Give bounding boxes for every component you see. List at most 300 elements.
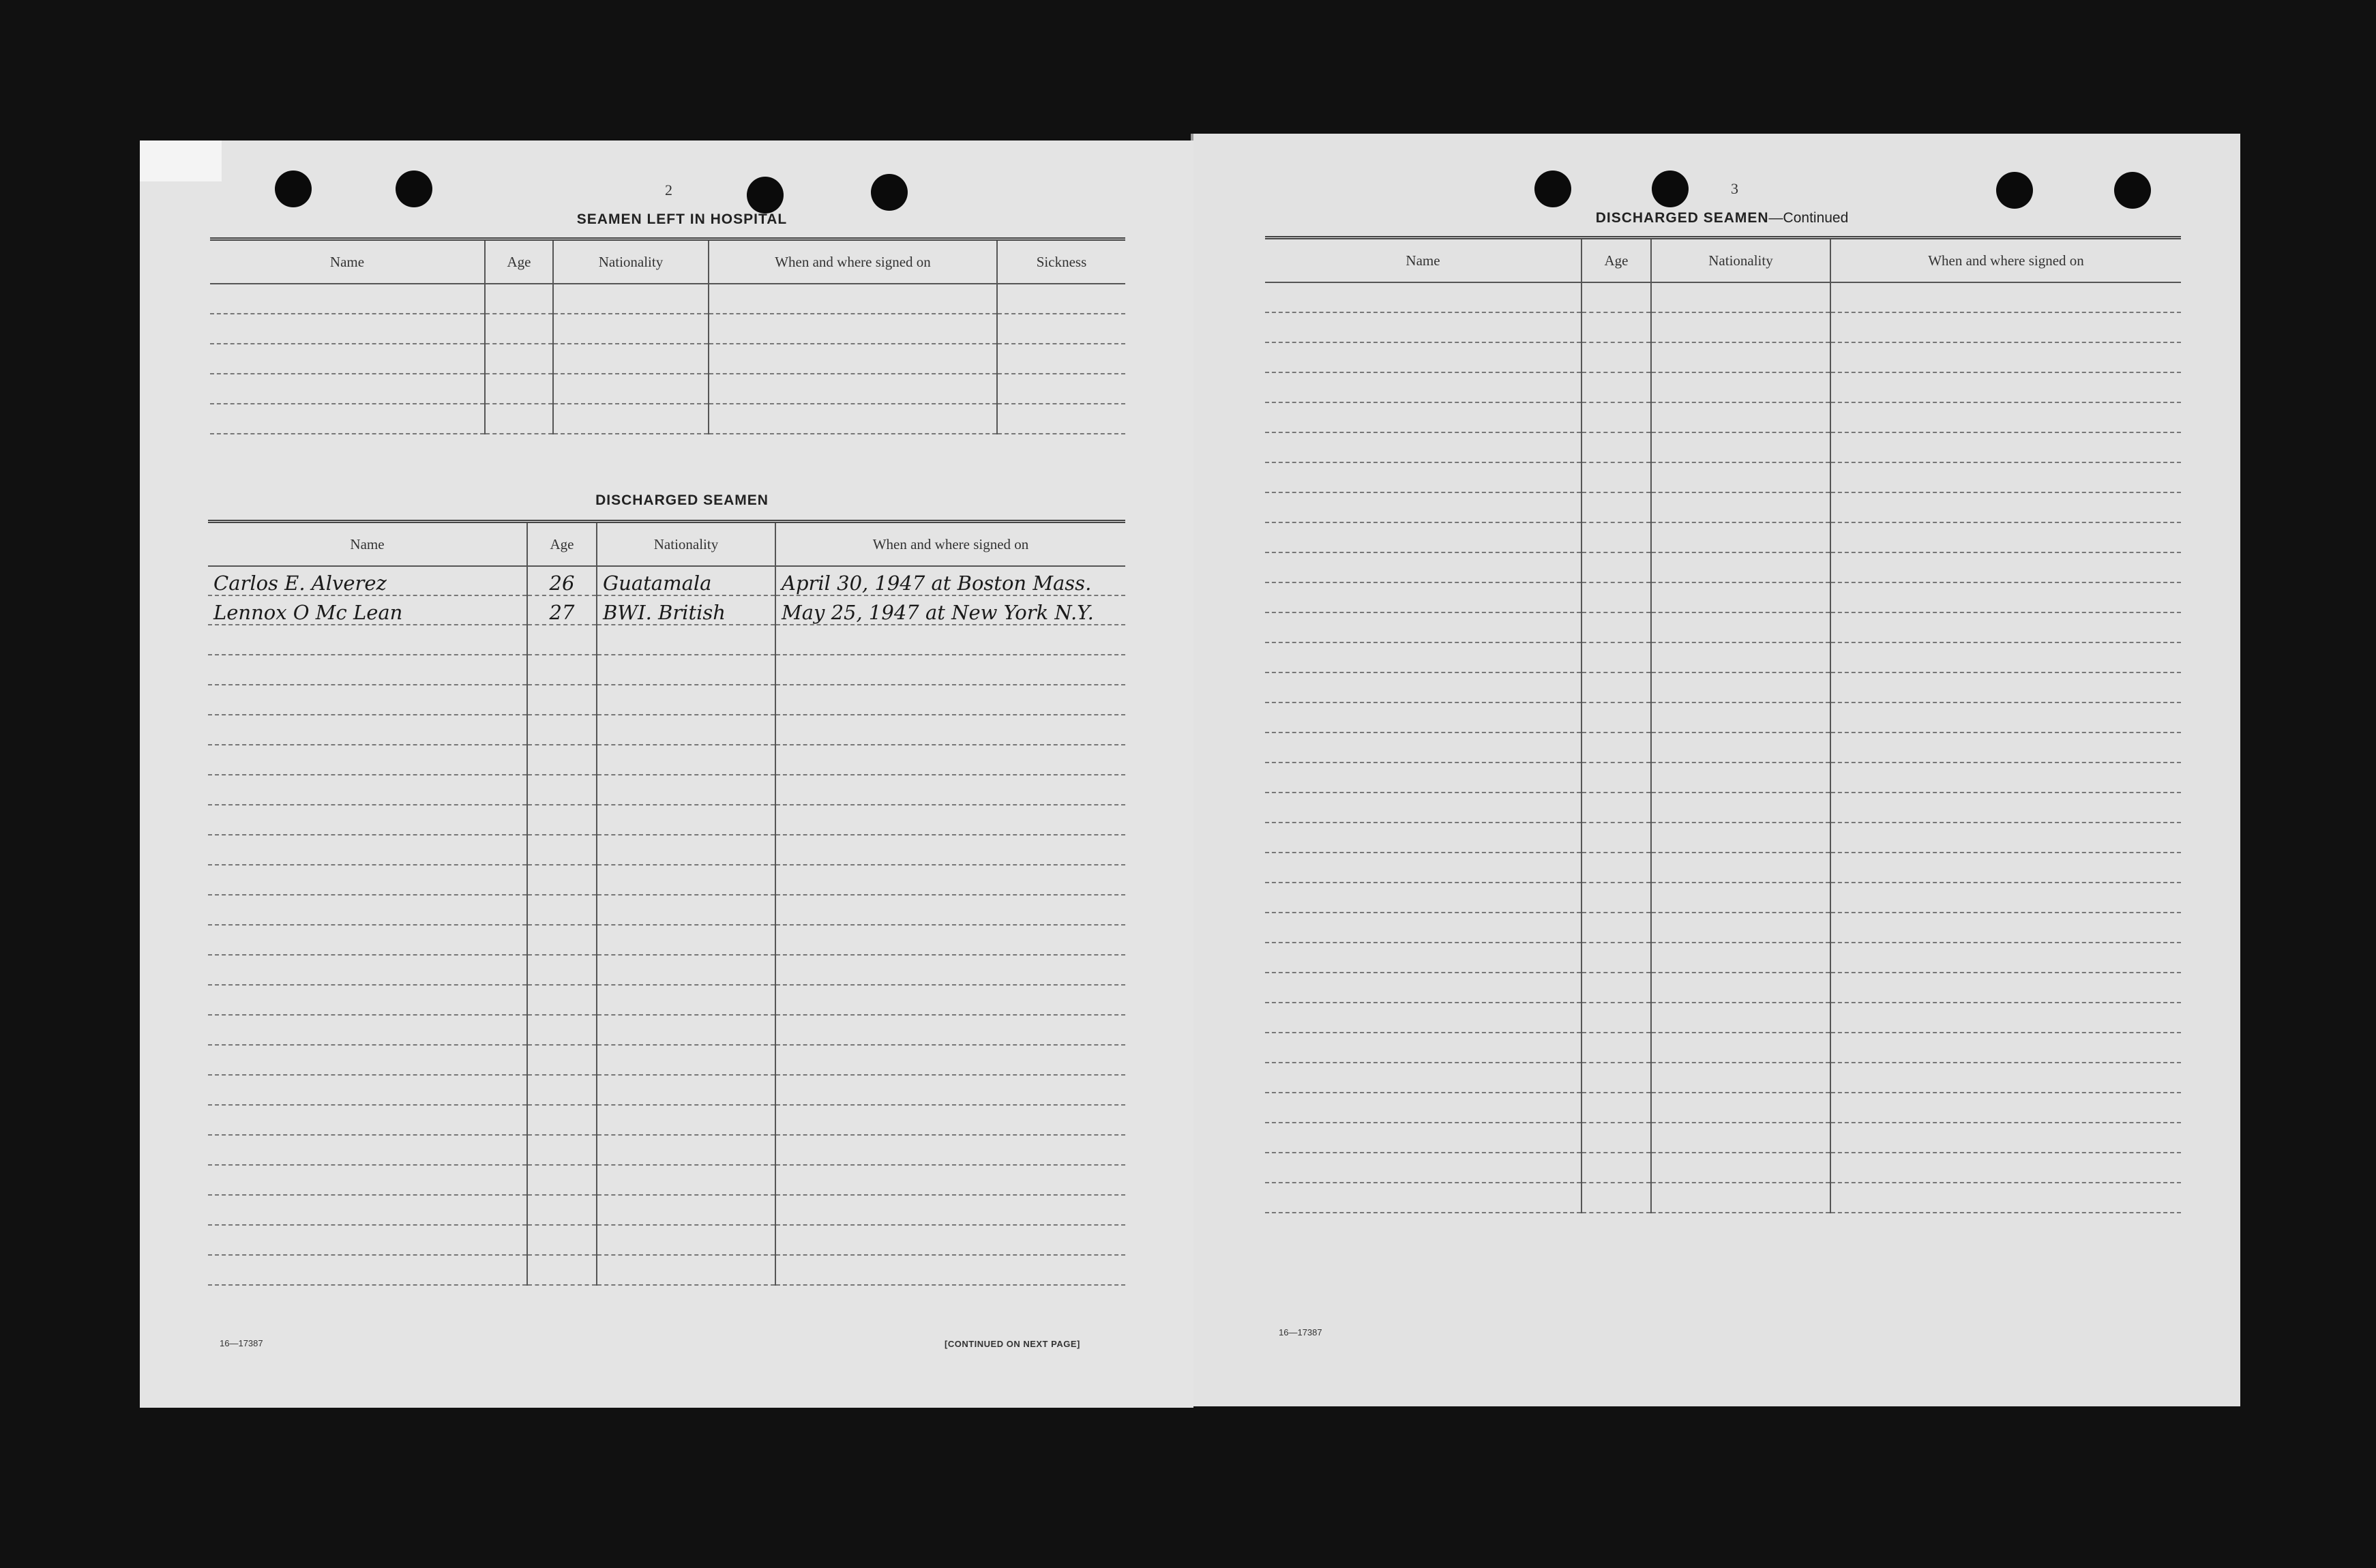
blank-cell bbox=[1581, 702, 1651, 733]
blank-cell bbox=[1581, 883, 1651, 913]
blank-cell bbox=[597, 1225, 775, 1255]
section-title-text: DISCHARGED SEAMEN bbox=[1595, 210, 1769, 226]
blank-rows bbox=[208, 625, 1125, 1285]
seaman-age: 26 bbox=[527, 566, 597, 595]
blank-cell bbox=[527, 1255, 597, 1285]
blank-cell bbox=[208, 895, 527, 925]
blank-cell bbox=[208, 955, 527, 985]
blank-cell bbox=[1651, 943, 1830, 973]
blank-cell bbox=[1265, 432, 1581, 462]
blank-cell bbox=[1830, 1153, 2181, 1183]
table-row bbox=[210, 344, 1125, 374]
blank-cell bbox=[1651, 823, 1830, 853]
blank-cell bbox=[208, 775, 527, 805]
punch-hole bbox=[871, 174, 908, 211]
seaman-name: Lennox O Mc Lean bbox=[208, 595, 527, 625]
blank-cell bbox=[1581, 312, 1651, 342]
blank-row bbox=[208, 925, 1125, 955]
blank-row bbox=[1265, 733, 2181, 763]
blank-cell bbox=[597, 1045, 775, 1075]
column-header-sickness: Sickness bbox=[997, 239, 1125, 284]
blank-row bbox=[208, 1165, 1125, 1195]
punch-hole bbox=[1996, 172, 2033, 209]
form-code: 16—17387 bbox=[220, 1338, 263, 1348]
blank-cell bbox=[597, 865, 775, 895]
blank-cell bbox=[208, 1045, 527, 1075]
blank-row bbox=[208, 775, 1125, 805]
blank-cell bbox=[1265, 612, 1581, 642]
blank-cell bbox=[775, 955, 1125, 985]
blank-cell bbox=[1651, 763, 1830, 793]
blank-cell bbox=[597, 835, 775, 865]
punch-hole bbox=[747, 177, 784, 213]
blank-cell bbox=[1830, 943, 2181, 973]
blank-cell bbox=[1830, 1003, 2181, 1033]
table-header-row bbox=[208, 522, 1125, 567]
blank-row bbox=[1265, 763, 2181, 793]
blank-cell bbox=[1581, 1003, 1651, 1033]
blank-cell bbox=[1265, 1183, 1581, 1213]
table-row bbox=[208, 595, 1125, 625]
blank-cell bbox=[1581, 1033, 1651, 1063]
blank-cell bbox=[597, 1135, 775, 1165]
blank-cell bbox=[1581, 552, 1651, 582]
blank-cell bbox=[1581, 582, 1651, 612]
table-row bbox=[210, 374, 1125, 404]
blank-cell bbox=[1830, 702, 2181, 733]
blank-cell bbox=[1265, 672, 1581, 702]
blank-row bbox=[1265, 1003, 2181, 1033]
blank-cell bbox=[1581, 913, 1651, 943]
blank-cell bbox=[1830, 552, 2181, 582]
blank-cell bbox=[1830, 372, 2181, 402]
blank-row bbox=[1265, 312, 2181, 342]
blank-cell bbox=[1651, 282, 1830, 312]
blank-cell bbox=[1651, 312, 1830, 342]
blank-cell bbox=[1651, 913, 1830, 943]
blank-cell bbox=[1265, 973, 1581, 1003]
paper-glare bbox=[140, 140, 222, 181]
blank-cell bbox=[1581, 763, 1651, 793]
discharged-table bbox=[208, 520, 1125, 1286]
column-header-signed-on: When and where signed on bbox=[1830, 238, 2181, 283]
discharged-continued-title bbox=[1449, 210, 1995, 226]
blank-row bbox=[208, 1225, 1125, 1255]
blank-row bbox=[208, 715, 1125, 745]
blank-cell bbox=[527, 745, 597, 775]
blank-cell bbox=[1265, 1123, 1581, 1153]
blank-cell bbox=[527, 925, 597, 955]
blank-row bbox=[1265, 402, 2181, 432]
blank-cell bbox=[1581, 1153, 1651, 1183]
blank-cell bbox=[775, 685, 1125, 715]
blank-row bbox=[208, 1135, 1125, 1165]
seaman-signed-on: May 25, 1947 at New York N.Y. bbox=[775, 595, 1125, 625]
blank-cell bbox=[527, 955, 597, 985]
blank-cell bbox=[208, 1225, 527, 1255]
blank-cell bbox=[1830, 402, 2181, 432]
blank-cell bbox=[775, 1105, 1125, 1135]
hospital-section-title: SEAMEN LEFT IN HOSPITAL bbox=[576, 211, 788, 227]
blank-cell bbox=[775, 625, 1125, 655]
blank-cell bbox=[597, 1015, 775, 1045]
blank-cell bbox=[1830, 733, 2181, 763]
blank-cell bbox=[1651, 1093, 1830, 1123]
blank-row bbox=[1265, 973, 2181, 1003]
blank-cell bbox=[1265, 733, 1581, 763]
blank-row bbox=[1265, 943, 2181, 973]
table-header-row bbox=[210, 239, 1125, 284]
blank-row bbox=[208, 1075, 1125, 1105]
blank-cell bbox=[1581, 1183, 1651, 1213]
punch-hole bbox=[1534, 171, 1571, 207]
blank-cell bbox=[208, 1075, 527, 1105]
seaman-signed-on: April 30, 1947 at Boston Mass. bbox=[775, 566, 1125, 595]
blank-cell bbox=[527, 715, 597, 745]
blank-cell bbox=[1265, 763, 1581, 793]
blank-cell bbox=[208, 835, 527, 865]
blank-cell bbox=[1265, 312, 1581, 342]
blank-cell bbox=[1651, 462, 1830, 492]
blank-cell bbox=[208, 1165, 527, 1195]
blank-cell bbox=[1651, 432, 1830, 462]
hospital-table bbox=[210, 237, 1125, 434]
blank-cell bbox=[208, 715, 527, 745]
blank-row bbox=[1265, 582, 2181, 612]
blank-row bbox=[1265, 462, 2181, 492]
blank-cell bbox=[1830, 1093, 2181, 1123]
blank-row bbox=[1265, 853, 2181, 883]
blank-cell bbox=[527, 1105, 597, 1135]
column-header-nationality: Nationality bbox=[597, 522, 775, 567]
blank-cell bbox=[1651, 853, 1830, 883]
blank-cell bbox=[1581, 402, 1651, 432]
blank-cell bbox=[1265, 372, 1581, 402]
blank-cell bbox=[527, 1135, 597, 1165]
blank-cell bbox=[1265, 282, 1581, 312]
blank-cell bbox=[1830, 853, 2181, 883]
blank-cell bbox=[1651, 372, 1830, 402]
blank-cell bbox=[1265, 492, 1581, 522]
blank-cell bbox=[1651, 342, 1830, 372]
blank-cell bbox=[1830, 282, 2181, 312]
blank-cell bbox=[775, 1195, 1125, 1225]
blank-cell bbox=[1830, 823, 2181, 853]
blank-cell bbox=[597, 685, 775, 715]
blank-cell bbox=[527, 985, 597, 1015]
blank-row bbox=[208, 655, 1125, 685]
blank-cell bbox=[775, 1075, 1125, 1105]
blank-cell bbox=[775, 775, 1125, 805]
form-code: 16—17387 bbox=[1279, 1327, 1322, 1337]
blank-cell bbox=[208, 1015, 527, 1045]
blank-cell bbox=[1830, 462, 2181, 492]
blank-cell bbox=[1651, 402, 1830, 432]
page-number: 2 bbox=[665, 181, 672, 198]
blank-row bbox=[1265, 642, 2181, 672]
column-header-name: Name bbox=[208, 522, 527, 567]
blank-cell bbox=[775, 1165, 1125, 1195]
blank-cell bbox=[775, 1135, 1125, 1165]
blank-cell bbox=[1651, 672, 1830, 702]
blank-cell bbox=[1651, 1003, 1830, 1033]
blank-cell bbox=[597, 1255, 775, 1285]
blank-cell bbox=[1830, 642, 2181, 672]
blank-cell bbox=[775, 1255, 1125, 1285]
blank-cell bbox=[1265, 1063, 1581, 1093]
discharged-continued-table bbox=[1265, 236, 2181, 1213]
blank-cell bbox=[597, 745, 775, 775]
blank-cell bbox=[1830, 342, 2181, 372]
table-row bbox=[210, 314, 1125, 344]
blank-cell bbox=[1581, 823, 1651, 853]
blank-cell bbox=[1830, 763, 2181, 793]
blank-cell bbox=[775, 655, 1125, 685]
blank-cell bbox=[1830, 672, 2181, 702]
seaman-name: Carlos E. Alverez bbox=[208, 566, 527, 595]
blank-row bbox=[1265, 1183, 2181, 1213]
continued-note: [CONTINUED ON NEXT PAGE] bbox=[945, 1339, 1080, 1349]
blank-cell bbox=[1830, 492, 2181, 522]
blank-cell bbox=[1830, 793, 2181, 823]
blank-cell bbox=[1830, 1063, 2181, 1093]
blank-row bbox=[208, 1255, 1125, 1285]
column-header-nationality: Nationality bbox=[553, 239, 709, 284]
blank-row bbox=[1265, 612, 2181, 642]
blank-cell bbox=[527, 1195, 597, 1225]
column-header-signed-on: When and where signed on bbox=[709, 239, 997, 284]
blank-cell bbox=[775, 1045, 1125, 1075]
blank-cell bbox=[1830, 312, 2181, 342]
blank-row bbox=[208, 835, 1125, 865]
column-header-signed-on: When and where signed on bbox=[775, 522, 1125, 567]
blank-cell bbox=[208, 1255, 527, 1285]
discharged-section-title: DISCHARGED SEAMEN bbox=[595, 492, 769, 508]
blank-cell bbox=[1265, 702, 1581, 733]
blank-cell bbox=[208, 1135, 527, 1165]
blank-cell bbox=[775, 925, 1125, 955]
blank-cell bbox=[597, 985, 775, 1015]
blank-cell bbox=[527, 865, 597, 895]
blank-cell bbox=[1265, 883, 1581, 913]
blank-cell bbox=[1651, 1183, 1830, 1213]
blank-cell bbox=[208, 625, 527, 655]
blank-row bbox=[1265, 1123, 2181, 1153]
blank-cell bbox=[597, 655, 775, 685]
blank-row bbox=[1265, 342, 2181, 372]
punch-hole bbox=[275, 171, 312, 207]
blank-cell bbox=[1651, 973, 1830, 1003]
blank-cell bbox=[1830, 612, 2181, 642]
column-header-age: Age bbox=[485, 239, 553, 284]
blank-cell bbox=[1651, 702, 1830, 733]
blank-cell bbox=[1651, 642, 1830, 672]
blank-cell bbox=[1581, 432, 1651, 462]
blank-cell bbox=[208, 925, 527, 955]
page-number: 3 bbox=[1731, 180, 1738, 197]
blank-cell bbox=[208, 1105, 527, 1135]
blank-cell bbox=[1830, 913, 2181, 943]
blank-cell bbox=[1830, 1183, 2181, 1213]
blank-row bbox=[1265, 522, 2181, 552]
blank-rows bbox=[1265, 282, 2181, 1213]
blank-cell bbox=[775, 835, 1125, 865]
blank-cell bbox=[775, 715, 1125, 745]
blank-row bbox=[208, 745, 1125, 775]
table-row bbox=[210, 284, 1125, 314]
blank-cell bbox=[527, 1165, 597, 1195]
blank-cell bbox=[527, 1015, 597, 1045]
section-title-suffix: —Continued bbox=[1768, 210, 1849, 226]
blank-cell bbox=[775, 805, 1125, 835]
blank-cell bbox=[1581, 733, 1651, 763]
blank-cell bbox=[1265, 823, 1581, 853]
column-header-nationality: Nationality bbox=[1651, 238, 1830, 283]
blank-row bbox=[1265, 672, 2181, 702]
blank-row bbox=[208, 895, 1125, 925]
blank-cell bbox=[527, 895, 597, 925]
blank-cell bbox=[1265, 342, 1581, 372]
table-row bbox=[210, 404, 1125, 434]
column-header-name: Name bbox=[1265, 238, 1581, 283]
blank-cell bbox=[775, 895, 1125, 925]
blank-cell bbox=[1581, 1093, 1651, 1123]
blank-cell bbox=[1581, 492, 1651, 522]
blank-cell bbox=[527, 835, 597, 865]
blank-cell bbox=[1830, 1033, 2181, 1063]
blank-row bbox=[1265, 702, 2181, 733]
column-header-name: Name bbox=[210, 239, 485, 284]
blank-cell bbox=[1581, 522, 1651, 552]
blank-cell bbox=[1581, 943, 1651, 973]
blank-cell bbox=[527, 775, 597, 805]
blank-cell bbox=[597, 625, 775, 655]
blank-cell bbox=[597, 775, 775, 805]
blank-cell bbox=[1265, 1033, 1581, 1063]
blank-cell bbox=[1265, 853, 1581, 883]
punch-hole bbox=[2114, 172, 2151, 209]
blank-cell bbox=[597, 895, 775, 925]
blank-cell bbox=[1830, 522, 2181, 552]
blank-cell bbox=[1265, 943, 1581, 973]
blank-cell bbox=[597, 805, 775, 835]
blank-cell bbox=[208, 865, 527, 895]
blank-cell bbox=[1581, 1123, 1651, 1153]
blank-cell bbox=[527, 805, 597, 835]
blank-row bbox=[1265, 372, 2181, 402]
blank-cell bbox=[1581, 342, 1651, 372]
blank-cell bbox=[208, 655, 527, 685]
blank-cell bbox=[527, 655, 597, 685]
blank-cell bbox=[1265, 582, 1581, 612]
blank-row bbox=[1265, 552, 2181, 582]
blank-row bbox=[1265, 1093, 2181, 1123]
blank-cell bbox=[208, 1195, 527, 1225]
blank-cell bbox=[597, 1105, 775, 1135]
blank-cell bbox=[1581, 672, 1651, 702]
blank-row bbox=[208, 805, 1125, 835]
blank-cell bbox=[208, 805, 527, 835]
blank-cell bbox=[597, 715, 775, 745]
blank-cell bbox=[527, 1075, 597, 1105]
blank-cell bbox=[1651, 1153, 1830, 1183]
blank-cell bbox=[1651, 793, 1830, 823]
blank-row bbox=[208, 1195, 1125, 1225]
blank-row bbox=[1265, 282, 2181, 312]
blank-cell bbox=[775, 985, 1125, 1015]
blank-cell bbox=[1581, 793, 1651, 823]
blank-cell bbox=[1581, 372, 1651, 402]
blank-cell bbox=[1581, 973, 1651, 1003]
blank-cell bbox=[527, 625, 597, 655]
blank-cell bbox=[1265, 913, 1581, 943]
blank-row bbox=[208, 865, 1125, 895]
blank-row bbox=[208, 955, 1125, 985]
blank-cell bbox=[1265, 642, 1581, 672]
blank-cell bbox=[597, 1165, 775, 1195]
blank-cell bbox=[1651, 552, 1830, 582]
blank-cell bbox=[775, 1225, 1125, 1255]
blank-row bbox=[1265, 432, 2181, 462]
blank-cell bbox=[1581, 853, 1651, 883]
blank-cell bbox=[1651, 1063, 1830, 1093]
blank-row bbox=[1265, 793, 2181, 823]
blank-cell bbox=[1651, 612, 1830, 642]
blank-cell bbox=[208, 685, 527, 715]
blank-cell bbox=[1830, 883, 2181, 913]
blank-row bbox=[208, 1045, 1125, 1075]
blank-cell bbox=[775, 865, 1125, 895]
punch-hole bbox=[396, 171, 432, 207]
blank-cell bbox=[1581, 642, 1651, 672]
blank-cell bbox=[775, 1015, 1125, 1045]
blank-cell bbox=[1830, 1123, 2181, 1153]
blank-cell bbox=[1581, 282, 1651, 312]
blank-cell bbox=[1830, 432, 2181, 462]
column-header-age: Age bbox=[527, 522, 597, 567]
blank-cell bbox=[775, 745, 1125, 775]
blank-cell bbox=[1265, 552, 1581, 582]
blank-cell bbox=[597, 955, 775, 985]
blank-row bbox=[208, 985, 1125, 1015]
blank-cell bbox=[1830, 582, 2181, 612]
blank-row bbox=[1265, 823, 2181, 853]
blank-row bbox=[1265, 1033, 2181, 1063]
table-row bbox=[208, 566, 1125, 595]
blank-row bbox=[1265, 492, 2181, 522]
blank-row bbox=[208, 685, 1125, 715]
blank-cell bbox=[1265, 793, 1581, 823]
blank-row bbox=[1265, 1153, 2181, 1183]
blank-cell bbox=[1265, 522, 1581, 552]
blank-cell bbox=[1265, 1153, 1581, 1183]
blank-cell bbox=[597, 1075, 775, 1105]
blank-cell bbox=[527, 1045, 597, 1075]
blank-cell bbox=[208, 745, 527, 775]
blank-cell bbox=[1651, 733, 1830, 763]
blank-cell bbox=[1830, 973, 2181, 1003]
blank-cell bbox=[1581, 612, 1651, 642]
blank-row bbox=[208, 1015, 1125, 1045]
blank-cell bbox=[1651, 492, 1830, 522]
blank-cell bbox=[1651, 1033, 1830, 1063]
blank-cell bbox=[1651, 883, 1830, 913]
blank-cell bbox=[1651, 1123, 1830, 1153]
blank-row bbox=[1265, 883, 2181, 913]
blank-row bbox=[208, 625, 1125, 655]
blank-cell bbox=[208, 985, 527, 1015]
blank-row bbox=[1265, 1063, 2181, 1093]
